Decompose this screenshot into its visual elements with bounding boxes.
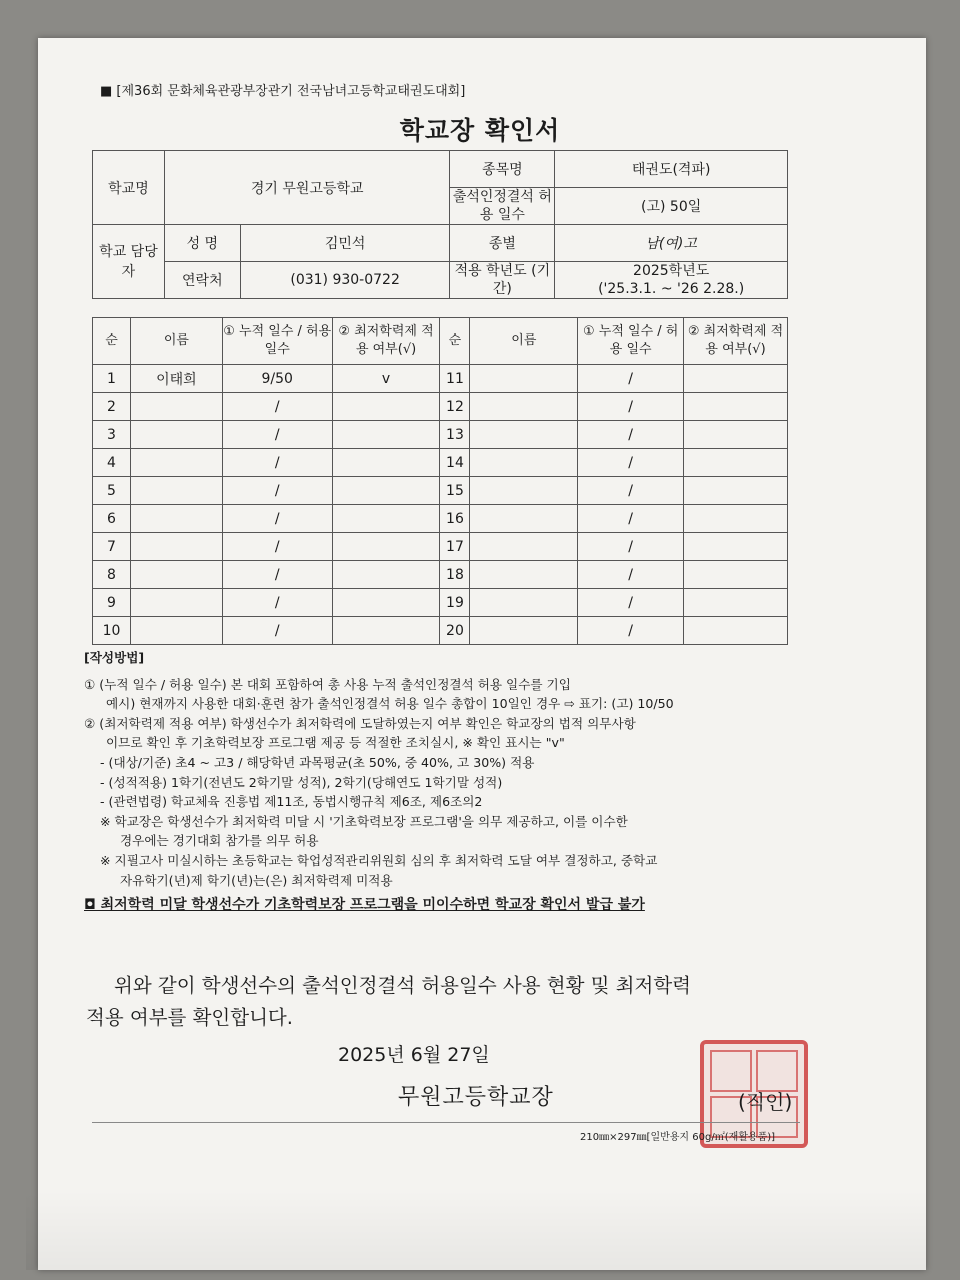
table-row <box>93 617 788 645</box>
cell-name <box>470 561 578 589</box>
cell-min <box>332 421 440 449</box>
instructions <box>84 648 804 916</box>
header-min: ② 최저학력제 적용 여부(√) <box>332 318 440 365</box>
cell-no: 17 <box>440 533 470 561</box>
table-row <box>93 365 788 393</box>
cell-no: 3 <box>93 421 131 449</box>
cell-no: 2 <box>93 393 131 421</box>
cell-min: v <box>332 365 440 393</box>
cell-days: / <box>578 533 684 561</box>
cell-no: 12 <box>440 393 470 421</box>
header-no: 순 <box>93 318 131 365</box>
cell-min <box>684 449 788 477</box>
instruction-line: ※ 학교장은 학생선수가 최저학력 미달 시 '기초학력보장 프로그램'을 의무 제공하고, 이를 이수한 <box>100 813 628 829</box>
name-value: 김민석 <box>240 225 450 262</box>
cell-min <box>684 533 788 561</box>
cell-no: 10 <box>93 617 131 645</box>
cell-name <box>470 617 578 645</box>
table-row <box>93 421 788 449</box>
event-header: ■ [제36회 문화체육관광부장관기 전국남녀고등학교태권도대회] <box>100 84 466 99</box>
cell-min <box>684 393 788 421</box>
gender-value: 남(여)고 <box>555 225 788 262</box>
cell-name <box>470 421 578 449</box>
year-label: 적용 학년도 (기간) <box>450 262 555 299</box>
cell-name <box>130 393 222 421</box>
cell-no: 7 <box>93 533 131 561</box>
gender-label: 종별 <box>450 225 555 262</box>
signer: 무원고등학교장 <box>398 1085 554 1110</box>
statement-line-1: 위와 같이 학생선수의 출석인정결석 허용일수 사용 현황 및 최저학력 <box>114 974 692 997</box>
instruction-line: - (성적적용) 1학기(전년도 2학기말 성적), 2학기(당해연도 1학기말 성적) <box>100 774 503 790</box>
year-cell <box>555 262 788 299</box>
instruction-line: 예시) 현재까지 사용한 대회·훈련 참가 출석인정결석 허용 일수 총합이 10일인 경우 ⇨ 표기: (고) 10/50 <box>106 696 674 712</box>
cell-min <box>332 617 440 645</box>
cell-days: / <box>578 561 684 589</box>
header-min: ② 최저학력제 적용 여부(√) <box>684 318 788 365</box>
event-value: 태권도(격파) <box>555 151 788 188</box>
instruction-line: 자유학기(년)제 학기(년)는(은) 최저학력제 미적용 <box>120 872 393 888</box>
header-no: 순 <box>440 318 470 365</box>
cell-no: 6 <box>93 505 131 533</box>
student-list-table <box>92 317 788 645</box>
cell-min <box>684 477 788 505</box>
cell-min <box>684 561 788 589</box>
document-title: 학교장 확인서 <box>399 116 561 145</box>
confirmation-statement <box>86 970 826 1034</box>
year-value: 2025학년도 <box>633 263 710 279</box>
info-table <box>92 150 788 299</box>
paper-spec-footer: 210㎜×297㎜[일반용지 60g/㎡(재활용품)] <box>580 1132 776 1143</box>
cell-days: / <box>222 505 332 533</box>
table-row <box>93 505 788 533</box>
cell-days: / <box>222 449 332 477</box>
cell-min <box>684 421 788 449</box>
cell-name <box>130 617 222 645</box>
header-name: 이름 <box>470 318 578 365</box>
cell-min <box>332 393 440 421</box>
cell-name <box>130 561 222 589</box>
event-label: 종목명 <box>450 151 555 188</box>
cell-name <box>470 505 578 533</box>
cell-min <box>332 505 440 533</box>
cell-min <box>684 505 788 533</box>
cell-name <box>130 477 222 505</box>
instruction-line: ② (최저학력제 적용 여부) 학생선수가 최저학력에 도달하였는지 여부 확인은 학교장의 법적 의무사항 <box>84 715 636 731</box>
cell-name <box>470 477 578 505</box>
instruction-line: ① (누적 일수 / 허용 일수) 본 대회 포함하여 총 사용 누적 출석인정결석 허용 일수를 기입 <box>84 676 571 692</box>
cell-days: / <box>222 589 332 617</box>
cell-no: 14 <box>440 449 470 477</box>
table-row <box>93 589 788 617</box>
footer-rule <box>92 1122 800 1123</box>
cell-days: / <box>222 393 332 421</box>
cell-no: 1 <box>93 365 131 393</box>
statement-line-2: 적용 여부를 확인합니다. <box>86 1006 293 1029</box>
year-period: ('25.3.1. ~ '26 2.28.) <box>598 281 745 297</box>
cell-days: / <box>222 533 332 561</box>
cell-days: / <box>578 421 684 449</box>
cell-name: 이태희 <box>130 365 222 393</box>
contact-label: 학교 담당자 <box>93 225 165 299</box>
cell-days: / <box>222 477 332 505</box>
allow-value: (고) 50일 <box>555 188 788 225</box>
cell-name <box>470 533 578 561</box>
school-label: 학교명 <box>93 151 165 225</box>
cell-no: 18 <box>440 561 470 589</box>
seal-note: (직인) <box>738 1090 793 1114</box>
cell-days: / <box>578 449 684 477</box>
issue-date: 2025년 6월 27일 <box>338 1044 490 1066</box>
cell-name <box>470 589 578 617</box>
cell-name <box>470 449 578 477</box>
table-row <box>93 533 788 561</box>
table-row <box>93 449 788 477</box>
cell-min <box>684 365 788 393</box>
cell-name <box>130 505 222 533</box>
table-row <box>93 561 788 589</box>
phone-value: (031) 930-0722 <box>240 262 450 299</box>
table-row <box>93 393 788 421</box>
cell-name <box>130 449 222 477</box>
cell-no: 13 <box>440 421 470 449</box>
instruction-line: 이므로 확인 후 기초학력보장 프로그램 제공 등 적절한 조치실시, ※ 확인 표시는 "v" <box>106 735 565 751</box>
cell-min <box>332 589 440 617</box>
cell-days: / <box>222 617 332 645</box>
cell-name <box>130 589 222 617</box>
cell-no: 4 <box>93 449 131 477</box>
cell-min <box>684 617 788 645</box>
cell-no: 19 <box>440 589 470 617</box>
cell-min <box>332 477 440 505</box>
cell-no: 11 <box>440 365 470 393</box>
cell-min <box>332 561 440 589</box>
cell-name <box>470 365 578 393</box>
cell-no: 20 <box>440 617 470 645</box>
school-value: 경기 무원고등학교 <box>164 151 450 225</box>
cell-min <box>684 589 788 617</box>
cell-name <box>130 421 222 449</box>
instruction-line: 경우에는 경기대회 참가를 의무 허용 <box>120 833 319 849</box>
instruction-line: - (대상/기준) 초4 ~ 고3 / 해당학년 과목평균(초 50%, 중 40%, 고 30%) 적용 <box>100 754 535 770</box>
allow-label: 출석인정결석 허용 일수 <box>450 188 555 225</box>
cell-days: / <box>578 505 684 533</box>
cell-days: 9/50 <box>222 365 332 393</box>
cell-min <box>332 533 440 561</box>
cell-name <box>470 393 578 421</box>
header-name: 이름 <box>130 318 222 365</box>
cell-min <box>332 449 440 477</box>
cell-no: 8 <box>93 561 131 589</box>
header-days: ① 누적 일수 / 허용 일수 <box>578 318 684 365</box>
cell-days: / <box>578 589 684 617</box>
instruction-warning: ◘ 최저학력 미달 학생선수가 기초학력보장 프로그램을 미이수하면 학교장 확인서 발급 불가 <box>84 897 645 914</box>
cell-no: 16 <box>440 505 470 533</box>
cell-days: / <box>578 617 684 645</box>
cell-no: 9 <box>93 589 131 617</box>
cell-days: / <box>578 365 684 393</box>
name-label: 성 명 <box>164 225 240 262</box>
instructions-title: [작성방법] <box>84 650 145 665</box>
table-row <box>93 477 788 505</box>
instruction-line: - (관련법령) 학교체육 진흥법 제11조, 동법시행규칙 제6조, 제6조의2 <box>100 794 483 810</box>
instruction-line: ※ 지필고사 미실시하는 초등학교는 학업성적관리위원회 심의 후 최저학력 도달 여부 결정하고, 중학교 <box>100 852 658 868</box>
phone-label: 연락처 <box>164 262 240 299</box>
cell-days: / <box>222 421 332 449</box>
cell-days: / <box>578 477 684 505</box>
cell-no: 15 <box>440 477 470 505</box>
header-days: ① 누적 일수 / 허용 일수 <box>222 318 332 365</box>
cell-days: / <box>222 561 332 589</box>
cell-days: / <box>578 393 684 421</box>
cell-name <box>130 533 222 561</box>
cell-no: 5 <box>93 477 131 505</box>
